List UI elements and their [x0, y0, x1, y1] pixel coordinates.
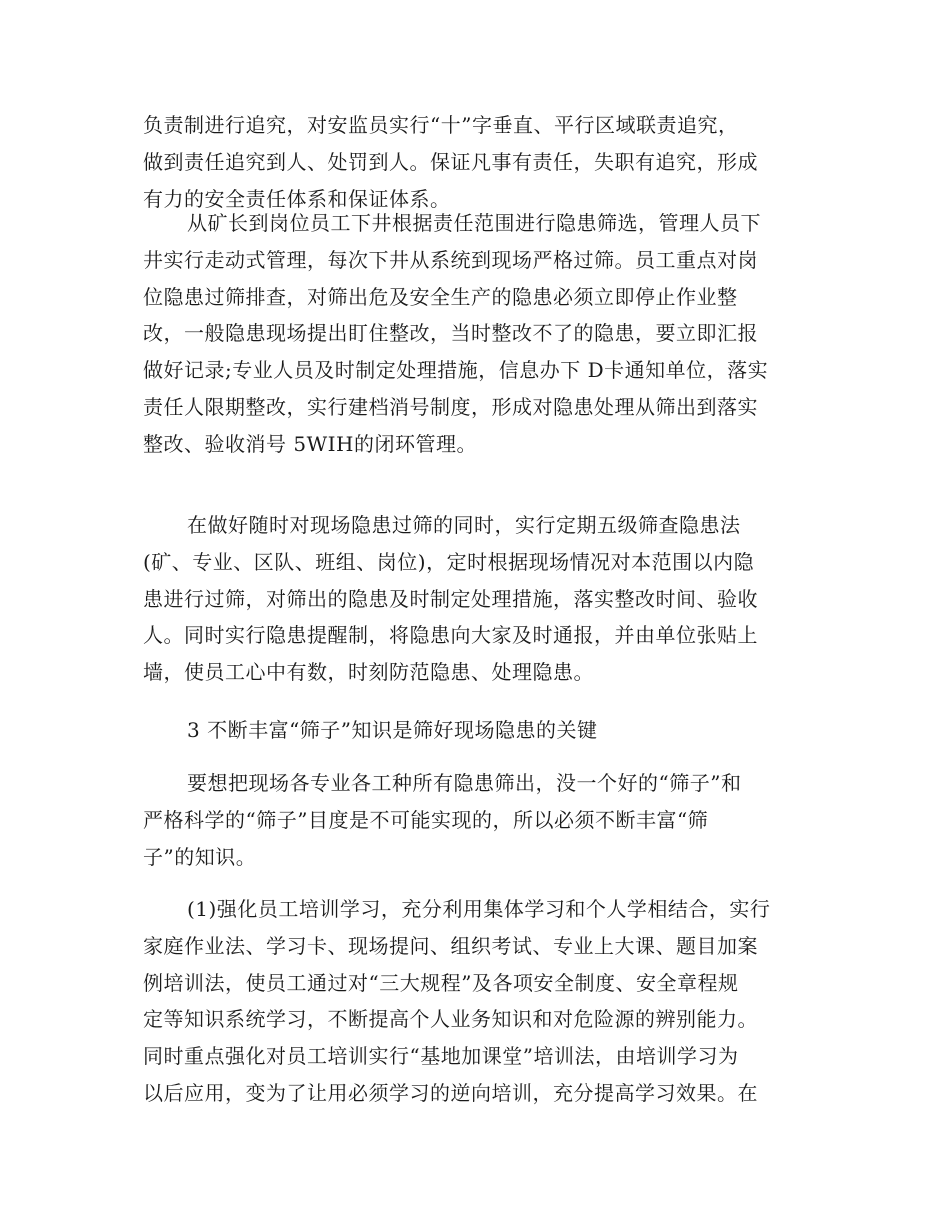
text-line: 子”的知识。: [143, 844, 257, 869]
text-line: 负责制进行追究，对安监员实行“十”字垂直、平行区域联责追究，: [143, 113, 739, 137]
paragraph-5: [143, 891, 823, 1112]
text-line: 做好记录;专业人员及时制定处理措施，信息办下 D卡通知单位，落实: [143, 358, 769, 383]
text-line: 家庭作业法、学习卡、现场提问、组织考试、专业上大课、题目加案: [143, 933, 758, 958]
paragraph-1: [143, 107, 823, 217]
text-line: (1)强化员工培训学习，充分利用集体学习和个人学相结合，实行: [187, 897, 771, 921]
text-line: (矿、专业、区队、班组、岗位)，定时根据现场情况对本范围以内隐: [143, 549, 755, 574]
text-line: 做到责任追究到人、处罚到人。保证凡事有责任，失职有追究，形成: [143, 149, 758, 174]
text-line: 墙，使员工心中有数，时刻防范隐患、处理隐患。: [143, 660, 594, 685]
text-line: 严格科学的“筛子”目度是不可能实现的，所以必须不断丰富“筛: [143, 807, 709, 832]
text-line: 从矿长到岗位员工下井根据责任范围进行隐患筛选，管理人员下: [187, 211, 761, 235]
paragraph-3: [143, 507, 823, 691]
text-line: 同时重点强化对员工培训实行“基地加课堂”培训法，由培训学习为: [143, 1044, 739, 1069]
text-line: 责任人限期整改，实行建档消号制度，形成对隐患处理从筛出到落实: [143, 394, 758, 419]
text-line: 患进行过筛，对筛出的隐患及时制定处理措施，落实整改时间、验收: [143, 586, 758, 611]
text-line: 人。同时实行隐患提醒制，将隐患向大家及时通报，并由单位张贴上: [143, 623, 758, 648]
paragraph-2: [143, 205, 823, 463]
text-line: 改，一般隐患现场提出盯住整改，当时整改不了的隐患，要立即汇报: [143, 321, 758, 346]
text-line: 整改、验收消号 5WIH的闭环管理。: [143, 431, 477, 456]
heading-text: 3 不断丰富“筛子”知识是筛好现场隐患的关键: [187, 718, 598, 742]
text-line: 有力的安全责任体系和保证体系。: [143, 186, 451, 211]
text-line: 以后应用，变为了让用必须学习的逆向培训，充分提高学习效果。在: [143, 1080, 758, 1105]
text-line: 位隐患过筛排查，对筛出危及安全生产的隐患必须立即停止作业整: [143, 284, 738, 309]
text-line: 例培训法，使员工通过对“三大规程”及各项安全制度、安全章程规: [143, 970, 739, 995]
text-line: 在做好随时对现场隐患过筛的同时，实行定期五级筛查隐患法: [187, 513, 741, 537]
paragraph-4: [143, 765, 823, 875]
text-line: 井实行走动式管理，每次下井从系统到现场严格过筛。员工重点对岗: [143, 247, 758, 272]
section-heading: [143, 712, 823, 749]
text-line: 要想把现场各专业各工种所有隐患筛出，没一个好的“筛子”和: [187, 771, 742, 795]
text-line: 定等知识系统学习，不断提高个人业务知识和对危险源的辨别能力。: [143, 1007, 758, 1032]
